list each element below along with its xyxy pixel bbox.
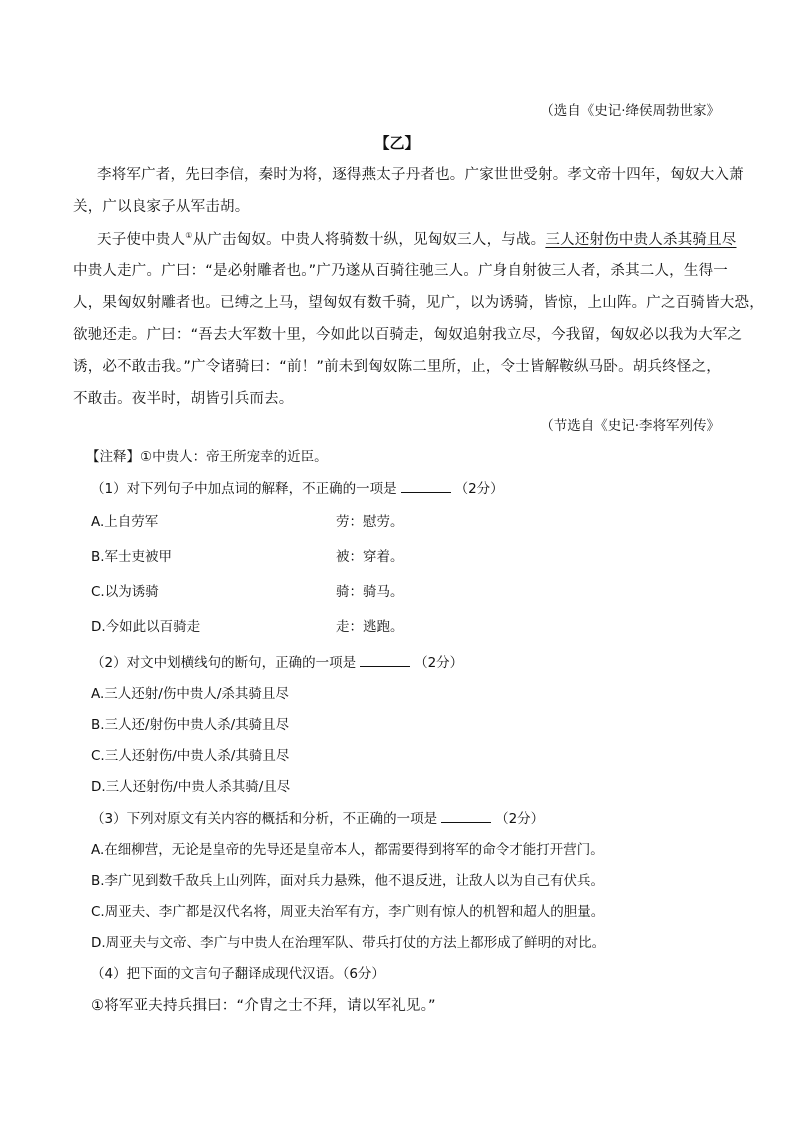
q3-option-a: A.在细柳营，无论是皇帝的先导还是皇帝本人，都需要得到将军的命令才能打开营门。: [91, 842, 604, 858]
source-citation-bottom: （节选自《史记·李将军列传》: [540, 418, 720, 434]
footnote-marker: ①: [185, 231, 193, 240]
question-1-score: （2分）: [454, 481, 504, 497]
q2-option-a: A.三人还射/伤中贵人/杀其骑且尽: [91, 686, 289, 702]
q1-option-b-text: B.军士吏被甲: [91, 549, 173, 565]
q3-option-b: B.李广见到数千敌兵上山列阵，面对兵力悬殊，他不退反进，让敌人以为自己有伏兵。: [91, 873, 605, 889]
question-2-score: （2分）: [414, 655, 464, 671]
answer-blank-1[interactable]: [401, 482, 451, 493]
para1-line2: 关，广以良家子从军击胡。: [73, 199, 250, 215]
q1-option-c-gloss: 骑：骑马。: [336, 584, 404, 600]
underlined-sentence: 三人还射伤中贵人杀其骑且尽: [545, 231, 737, 248]
q1-option-d-gloss: 走：逃跑。: [336, 619, 404, 635]
q1-option-a: [91, 514, 404, 530]
q1-option-b-gloss: 被：穿着。: [336, 549, 404, 565]
para2-line1-a: 天子使中贵人: [97, 231, 186, 248]
para1-line1: 李将军广者，先曰李信，秦时为将，逐得燕太子丹者也。广家世世受射。孝文帝十四年，匈奴大入萧: [97, 167, 744, 183]
source-citation-top: （选自《史记·绛侯周勃世家》: [540, 103, 720, 119]
q3-option-d: D.周亚夫与文帝、李广与中贵人在治理军队、带兵打仗的方法上都形成了鲜明的对比。: [91, 935, 606, 951]
q1-option-a-gloss: 劳：慰劳。: [336, 514, 404, 530]
q1-option-d-text: D.今如此以百骑走: [91, 619, 201, 635]
section-title: 【乙】: [374, 134, 420, 152]
answer-blank-3[interactable]: [441, 812, 491, 823]
para2-line4: 欲驰还走。广曰：“吾去大军数十里，今如此以百骑走，匈奴追射我立尽，今我留，匈奴必以我为大军之: [73, 327, 743, 343]
q1-option-c: [91, 584, 404, 600]
question-2-text: （2）对文中划横线句的断句，正确的一项是: [91, 655, 357, 671]
q2-option-b: B.三人还/射伤中贵人杀/其骑且尽: [91, 717, 290, 733]
q1-option-a-text: A.上自劳军: [91, 514, 159, 530]
annotation-note: 【注释】①中贵人：帝王所宠幸的近臣。: [86, 449, 328, 465]
para2-line2: 中贵人走广。广曰：“是必射雕者也。”广乃遂从百骑往驰三人。广身自射彼三人者，杀其二人，生得一: [73, 263, 728, 279]
question-3-stem: [91, 812, 544, 827]
question-4-stem: （4）把下面的文言句子翻译成现代汉语。（6分）: [91, 966, 385, 982]
para2-line3: 人，果匈奴射雕者也。已缚之上马，望匈奴有数千骑，见广，以为诱骑，皆惊，上山阵。广之百骑皆大恐，: [73, 295, 764, 311]
para2-line6: 不敢击。夜半时，胡皆引兵而去。: [73, 391, 294, 407]
question-4-item-1: ①将军亚夫持兵揖曰：“介胄之士不拜，请以军礼见。”: [91, 998, 436, 1014]
question-1-text: （1）对下列句子中加点词的解释，不正确的一项是: [91, 481, 397, 497]
q2-option-c: C.三人还射伤/中贵人杀/其骑且尽: [91, 748, 290, 764]
q1-option-d: [91, 619, 404, 635]
q1-option-b: [91, 549, 404, 565]
para2-line5: 诱，必不敢击我。”广令诸骑曰：“前！”前未到匈奴陈二里所，止，令士皆解鞍纵马卧。胡兵终怪之，: [73, 359, 721, 375]
q2-option-d: D.三人还射伤/中贵人杀其骑/且尽: [91, 779, 291, 795]
question-2-stem: [91, 656, 463, 671]
para2-line1-b: 从广击匈奴。中贵人将骑数十纵，见匈奴三人，与战。: [192, 231, 546, 248]
question-1-stem: [91, 482, 504, 497]
q3-option-c: C.周亚夫、李广都是汉代名将，周亚夫治军有方，李广则有惊人的机智和超人的胆量。: [91, 904, 605, 920]
question-3-score: （2分）: [495, 811, 545, 827]
q1-option-c-text: C.以为诱骑: [91, 584, 159, 600]
para2-line1: [97, 232, 737, 247]
question-3-text: （3）下列对原文有关内容的概括和分析，不正确的一项是: [91, 811, 438, 827]
answer-blank-2[interactable]: [360, 656, 410, 667]
